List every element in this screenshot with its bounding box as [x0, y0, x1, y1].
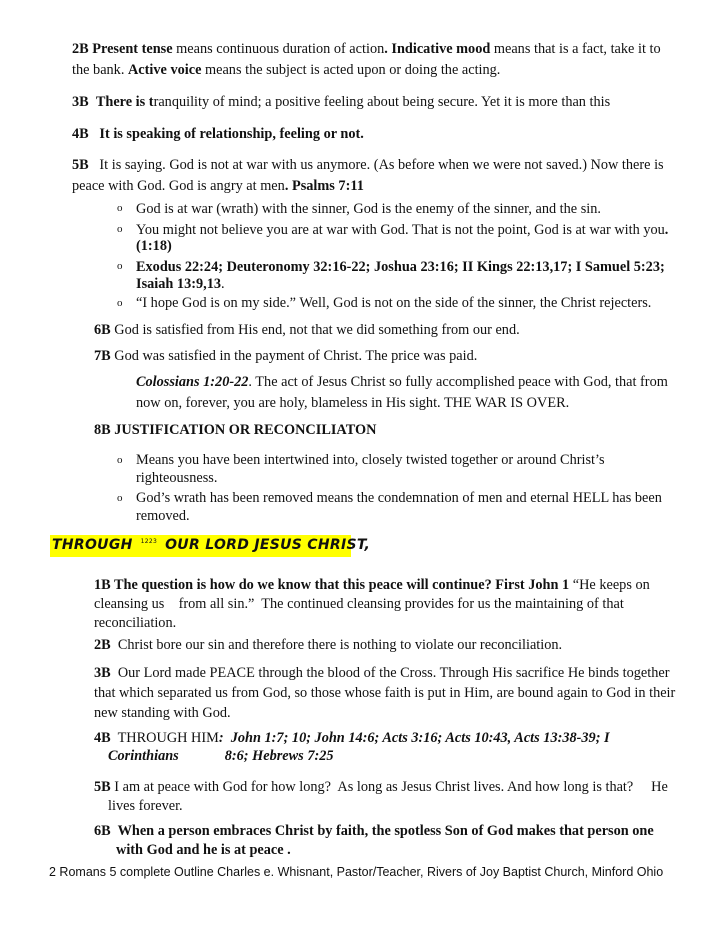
scripture-ref: Exodus 22:24; Deuteronomy 32:16-22; Joshua 23:16; II Kings 22:13,17; I Samuel 5:23;	[136, 259, 665, 275]
bullet-marker: o	[117, 492, 123, 504]
bullet-item-cont: removed.	[136, 508, 190, 524]
bullet-marker: o	[117, 297, 123, 309]
para-text: means continuous duration of action	[172, 41, 385, 57]
bullet-marker: o	[117, 202, 123, 214]
para-5b	[72, 155, 664, 176]
para-3b-lower: 3B Our Lord made PEACE through the blood of the Cross. Through His sacrifice He binds together	[94, 665, 670, 681]
para-num: 5B	[72, 157, 89, 173]
para-text: means the subject is acted upon or doing the acting.	[201, 62, 501, 78]
section-heading: THROUGH $^{1223}$ OUR LORD JESUS CHRIST,	[52, 537, 371, 553]
para-3b-lower-line2: that which separated us from God, so those whose faith is put in Him, are bound again to God in their	[94, 685, 676, 701]
para-text: It is saying. God is not at war with us anymore. (As before when we were not saved.) Now there is	[99, 157, 664, 173]
para-bold: There is t	[95, 94, 154, 110]
colossians-para-line2: now on, forever, you are holy, blameless in His sight. THE WAR IS OVER.	[136, 395, 570, 411]
para-num: 6B	[94, 322, 111, 338]
para-1b-line3: reconciliation.	[94, 615, 177, 631]
term-present-tense: Present tense	[92, 41, 173, 57]
para-2b	[72, 39, 661, 60]
strongs-number: 1223	[140, 538, 158, 545]
para-1b-line2: cleansing us from all sin.” The continued cleansing provides for us the maintaining of that	[94, 596, 624, 612]
bullet-item: God’s wrath has been removed means the condemnation of men and eternal HELL has been	[136, 490, 662, 506]
para-8b: 8B JUSTIFICATION OR RECONCILIATON	[94, 422, 377, 438]
para-text: ranquility of mind; a positive feeling about being secure. Yet it is more than this	[153, 94, 611, 110]
term-active-voice: Active voice	[127, 62, 202, 78]
bullet-item-cont: Isaiah 13:9,13.	[136, 276, 225, 292]
para-bold: It is speaking of relationship, feeling or not.	[99, 126, 364, 142]
bullet-item-cont: (1:18)	[136, 238, 172, 254]
bullet-item: Means you have been intertwined into, closely twisted together or around Christ’s	[136, 452, 605, 468]
scripture-ref: Colossians 1:20-22	[136, 374, 249, 390]
para-3b	[72, 92, 610, 113]
para-5b-lower-line2: lives forever.	[108, 798, 183, 814]
bullet-item: You might not believe you are at war with God. That is not the point, God is at war with you.	[136, 222, 669, 238]
para-4b-lower-line2	[108, 746, 334, 767]
scripture-ref: Isaiah 13:9,13	[136, 276, 221, 292]
para-text: peace with God. God is angry at men	[72, 178, 285, 194]
para-7b: 7B God was satisfied in the payment of Christ. The price was paid.	[94, 348, 478, 364]
term-indicative-mood: . Indicative mood	[384, 41, 491, 57]
bullet-marker: o	[117, 454, 123, 466]
para-text: means that is a fact, take it to	[490, 41, 661, 57]
para-1b: 1B The question is how do we know that this peace will continue? First John 1 “He keeps on	[94, 577, 650, 593]
bullet-marker: o	[117, 223, 123, 235]
para-5b-line2	[72, 176, 364, 197]
bullet-marker: o	[117, 260, 123, 272]
para-6b-lower: 6B When a person embraces Christ by faith, the spotless Son of God makes that person one	[94, 823, 654, 839]
scripture-ref: 8:6; Hebrews 7:25	[224, 748, 334, 764]
bullet-item-cont: righteousness.	[136, 470, 218, 486]
para-num: 4B	[72, 126, 89, 142]
page-footer: 2 Romans 5 complete Outline Charles e. Whisnant, Pastor/Teacher, Rivers of Joy Baptist Church, Minford Ohio	[49, 865, 664, 879]
para-3b-lower-line3: new standing with God.	[94, 705, 231, 721]
para-6b-lower-line2: with God and he is at peace .	[116, 842, 291, 858]
para-text: the bank.	[72, 62, 128, 78]
scripture-ref: Corinthians	[108, 748, 179, 764]
para-2b-lower: 2B Christ bore our sin and therefore there is nothing to violate our reconciliation.	[94, 637, 563, 653]
para-4b-lower: 4B THROUGH HIM: John 1:7; 10; John 14:6; Acts 3:16; Acts 10:43, Acts 13:38-39; I	[94, 730, 610, 746]
para-num: 2B	[72, 41, 89, 57]
para-num: 7B	[94, 348, 111, 364]
colossians-para: Colossians 1:20-22. The act of Jesus Christ so fully accomplished peace with God, that from	[136, 374, 668, 390]
scripture-ref: . Psalms 7:11	[284, 178, 364, 194]
scripture-ref: : John 1:7; 10; John 14:6; Acts 3:16; Acts 10:43, Acts 13:38-39; I	[218, 730, 610, 746]
para-5b-lower: 5B I am at peace with God for how long? As long as Jesus Christ lives. And how long is that? He	[94, 779, 668, 795]
para-2b-line2	[72, 60, 500, 81]
para-4b	[72, 124, 364, 145]
bullet-item: “I hope God is on my side.” Well, God is not on the side of the sinner, the Christ rejecters.	[136, 295, 652, 311]
para-6b: 6B God is satisfied from His end, not that we did something from our end.	[94, 322, 520, 338]
para-num: 3B	[72, 94, 89, 110]
bullet-item: God is at war (wrath) with the sinner, God is the enemy of the sinner, and the sin.	[136, 201, 601, 217]
